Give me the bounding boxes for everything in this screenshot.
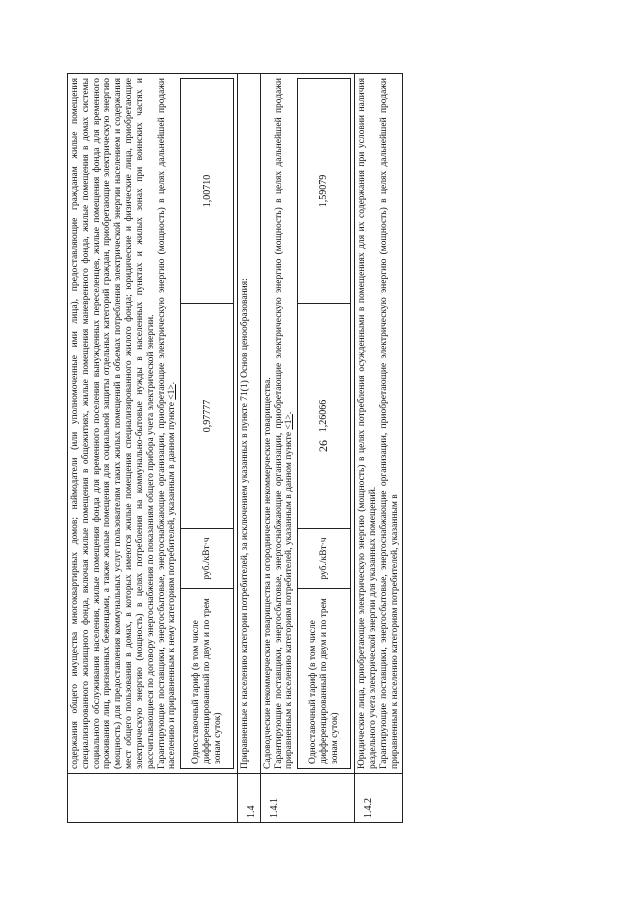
row-number-cell	[68, 774, 238, 823]
page-number: 26	[316, 440, 330, 452]
row-description-2: Гарантирующие поставщики, энергосбытовые, энергоснабжающие организации, приобретающие электрическую энергию (мощность) в целях дальнейшей продажи населению и приравненным к нему категориям потребителей, указанным в данном пункте <1>.	[156, 78, 178, 769]
tariff-label: Одноставочный тариф (в том числе дифференцированный по двум и по трем зонам суток)	[298, 589, 351, 769]
row-description-2: Гарантирующие поставщики, энергосбытовые, энергоснабжающие организации, приобретающие электрическую энергию (мощность) в целях дальнейшей продажи приравненным к населению категориям потребителей, указанным в	[378, 78, 400, 769]
row-description: Приравненные к населению категории потребителей, за исключением указанных в пункте 71(1) Основ ценообразования:	[240, 278, 251, 769]
row-description: Юридические лица, приобретающие электрическую энергию (мощность) в целях потребления осужденными в помещениях для их содержания при условии наличия раздельного учета электрической энергии для указанных помещений.	[357, 78, 378, 769]
tariff-label: Одноставочный тариф (в том числе дифференцированный по двум и по трем зонам суток)	[181, 589, 234, 769]
tariff-unit: руб./кВт·ч	[298, 529, 351, 589]
table-row	[260, 74, 354, 823]
row-description: Садоводческие некоммерческие товарищества и огороднические некоммерческие товарищества.	[262, 377, 273, 769]
tariff-row	[298, 79, 351, 769]
tariff-table-rotated	[67, 73, 577, 823]
row-content-cell	[355, 74, 403, 774]
tariff-unit: руб./кВт·ч	[181, 529, 234, 589]
tariff-table	[67, 73, 403, 823]
tariff-value-1: 1,26066	[298, 304, 351, 529]
row-description: содержания общего имущества многоквартирных домов; наймодатели (или уполномоченные ими лица), предоставляющие гражданам жилые помещения специализированного жилищного фонда, включая жилые помещения в общежитиях, жилые помещения маневренного фонда, жилые помещения в домах системы социального обслуживания населения, жилые помещения фонда для временного поселения вынужденных переселенцев, жилые помещения фонда для временного проживания лиц, признанных беженцами, а также жилые помещения для социальной защиты отдельных категорий граждан, приобретающие электрическую энергию (мощность) для предоставления коммунальных услуг пользователям таких жилых помещений в объемах потребления электрической энергии населением и содержания мест общего пользования в домах, в которых имеются жилые помещения специализированного жилого фонда; юридические и физические лица, приобретающие электрическую энергию (мощность) в целях потребления на коммунально-бытовые нужды в населенных пунктах и жилых зонах при воинских частях и рассчитывающиеся по договору энергоснабжения по показаниям общего прибора учета электрической энергии.	[70, 78, 156, 769]
row-number-cell: 1.4.1	[260, 774, 354, 823]
tariff-subtable	[297, 78, 351, 769]
row-number-cell: 1.4.2	[355, 774, 403, 823]
row-content-cell	[238, 74, 260, 774]
footnote-link[interactable]: <1>	[284, 414, 295, 430]
tariff-value-2: 1,00710	[181, 79, 234, 304]
table-row	[68, 74, 238, 823]
tariff-row	[181, 79, 234, 769]
table-row	[355, 74, 403, 823]
row-number-cell: 1.4	[238, 774, 260, 823]
row-content-cell	[260, 74, 354, 774]
row-description-2: Гарантирующие поставщики, энергосбытовые, энергоснабжающие организации, приобретающие электрическую энергию (мощность) в целях дальнейшей продажи приравненным к населению категориям потребителей, указанным в данном пункте <1>.	[273, 78, 295, 769]
table-row	[238, 74, 260, 823]
row-content-cell	[68, 74, 238, 774]
tariff-value-1: 0,97777	[181, 304, 234, 529]
tariff-value-2: 1,59079	[298, 79, 351, 304]
tariff-subtable	[180, 78, 234, 769]
footnote-link[interactable]: <1>	[167, 384, 178, 400]
